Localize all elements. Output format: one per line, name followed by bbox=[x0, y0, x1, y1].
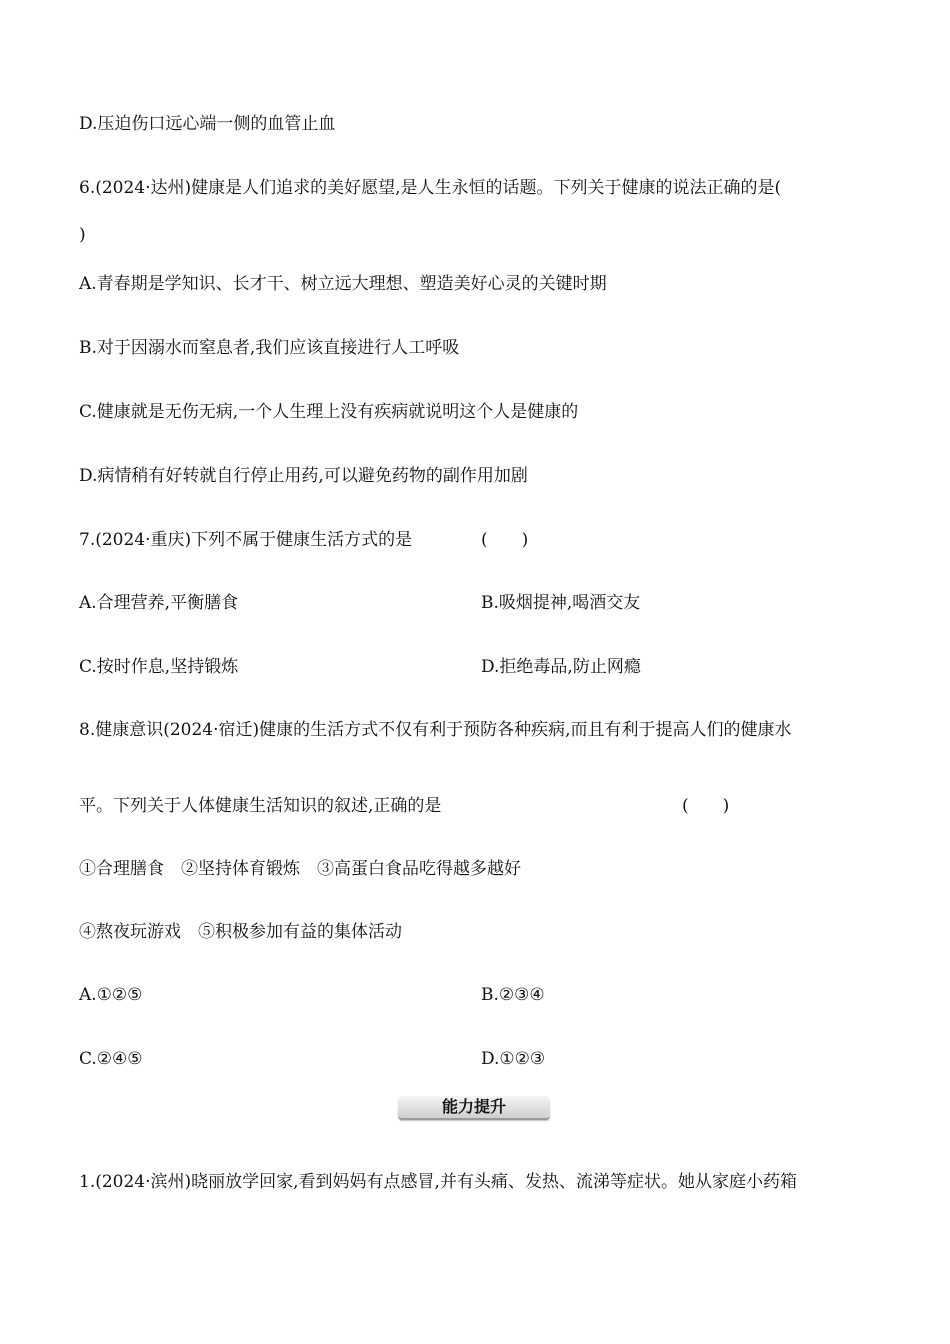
q8-option-d: D.①②③ bbox=[481, 1049, 546, 1069]
q7-option-c: C.按时作息,坚持锻炼 bbox=[79, 657, 239, 677]
q8-items-line2: ④熬夜玩游戏 ⑤积极参加有益的集体活动 bbox=[79, 922, 402, 942]
q7-option-a: A.合理营养,平衡膳食 bbox=[79, 593, 239, 613]
q7-option-b: B.吸烟提神,喝酒交友 bbox=[481, 593, 641, 613]
q8-option-c: C.②④⑤ bbox=[79, 1049, 143, 1069]
q8-answer-paren: ( ) bbox=[682, 796, 730, 816]
q7-stem: 7.(2024·重庆)下列不属于健康生活方式的是 bbox=[79, 530, 413, 550]
q6-option-c: C.健康就是无伤无病,一个人生理上没有疾病就说明这个人是健康的 bbox=[79, 402, 579, 422]
ability-q1-stem-line1: 1.(2024·滨州)晓丽放学回家,看到妈妈有点感冒,并有头痛、发热、流涕等症状。她从家庭小药箱 bbox=[79, 1172, 797, 1192]
section-title-badge: 能力提升 bbox=[398, 1096, 550, 1120]
q6-option-d: D.病情稍有好转就自行停止用药,可以避免药物的副作用加剧 bbox=[79, 466, 528, 486]
q6-stem-line2: ) bbox=[79, 225, 86, 245]
q8-stem-line1: 8.健康意识(2024·宿迁)健康的生活方式不仅有利于预防各种疾病,而且有利于提高人们的健康水 bbox=[79, 720, 792, 740]
q8-option-b: B.②③④ bbox=[481, 985, 545, 1005]
q6-option-b: B.对于因溺水而窒息者,我们应该直接进行人工呼吸 bbox=[79, 338, 460, 358]
q5-option-d: D.压迫伤口远心端一侧的血管止血 bbox=[79, 114, 336, 134]
q8-stem-line2: 平。下列关于人体健康生活知识的叙述,正确的是 bbox=[79, 796, 442, 816]
q8-items-line1: ①合理膳食 ②坚持体育锻炼 ③高蛋白食品吃得越多越好 bbox=[79, 859, 521, 879]
q7-answer-paren: ( ) bbox=[481, 530, 529, 550]
q7-option-d: D.拒绝毒品,防止网瘾 bbox=[481, 657, 641, 677]
q6-option-a: A.青春期是学知识、长才干、树立远大理想、塑造美好心灵的关键时期 bbox=[79, 274, 607, 294]
q8-option-a: A.①②⑤ bbox=[79, 985, 143, 1005]
q6-stem-line1: 6.(2024·达州)健康是人们追求的美好愿望,是人生永恒的话题。下列关于健康的说法正确的是( bbox=[79, 178, 782, 198]
